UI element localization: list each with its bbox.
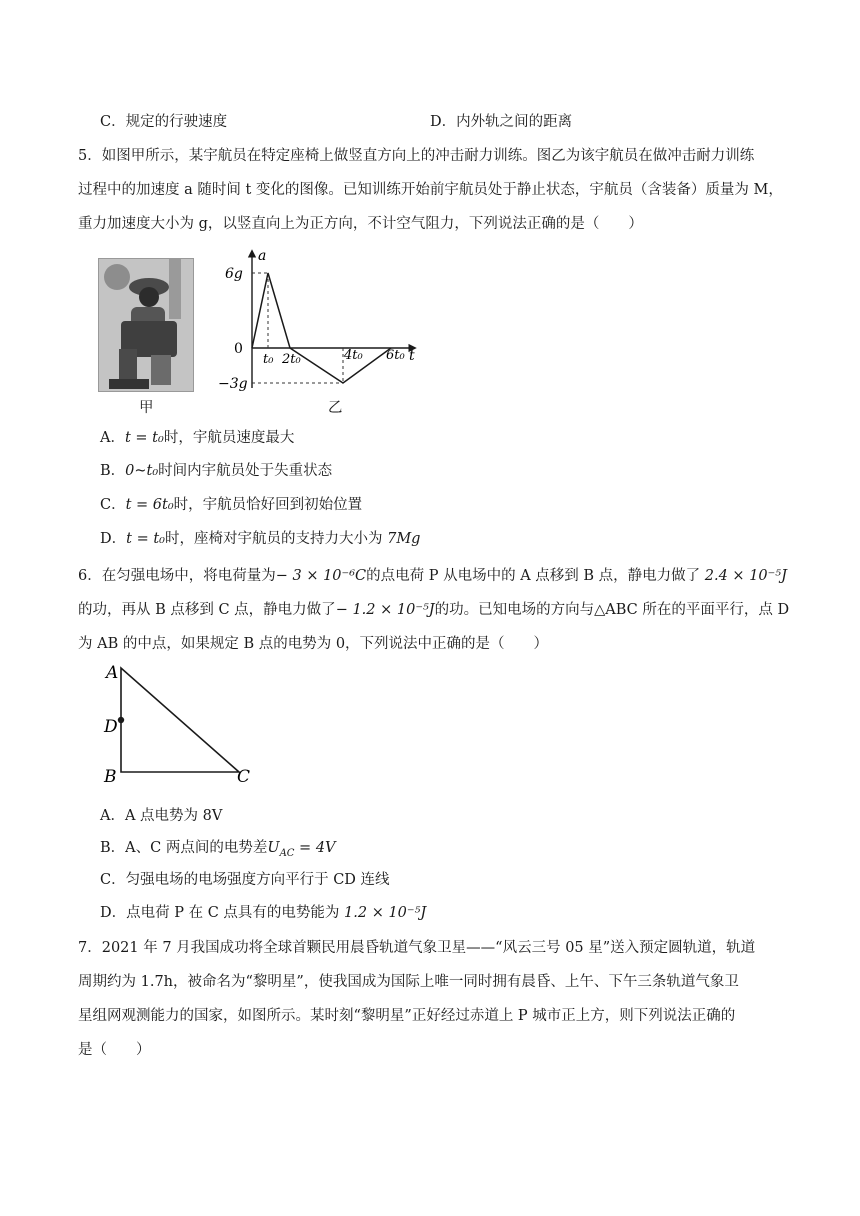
q6-option-b-value: = 4V bbox=[294, 840, 336, 856]
acceleration-time-graph bbox=[214, 246, 424, 396]
q5-stem-line3: 重力加速度大小为 g，以竖直向上为正方向，不计空气阻力，下列说法正确的是（ ） bbox=[78, 216, 643, 232]
q6-line1-mid: 的点电荷 P 从电场中的 A 点移到 B 点，静电力做了 bbox=[366, 568, 705, 584]
vertex-a-label: A bbox=[106, 663, 119, 683]
q5-option-a-text: 时，宇航员速度最大 bbox=[163, 430, 295, 446]
triangle-abc bbox=[121, 668, 239, 772]
q5-stem-line2: 过程中的加速度 a 随时间 t 变化的图像。已知训练开始前宇航员处于静止状态，宇航员（含装备）质量为 M， bbox=[78, 182, 783, 198]
fig-yi-label: 乙 bbox=[328, 400, 343, 416]
q6-line2-post: 的功。已知电场的方向与△ABC 所在的平面平行，点 D bbox=[434, 602, 790, 618]
origin-label: 0 bbox=[234, 341, 243, 357]
y-pos-label: 6g bbox=[225, 266, 243, 282]
y-neg-label: −3g bbox=[218, 376, 248, 392]
q5-option-b bbox=[100, 461, 332, 481]
q5-stem-line1: 5．如图甲所示，某宇航员在特定座椅上做竖直方向上的冲击耐力训练。图乙为该宇航员在做冲击耐力训练 bbox=[78, 148, 755, 164]
point-d-label: D bbox=[104, 717, 118, 737]
6t0-label: 6t₀ bbox=[386, 348, 405, 363]
q4-option-d: D．内外轨之间的距离 bbox=[430, 114, 573, 130]
q7-stem-line3: 星组网观测能力的国家，如图所示。某时刻“黎明星”正好经过赤道上 P 城市正上方，则下列说法正确的 bbox=[78, 1008, 736, 1024]
q6-option-b-sub: AC bbox=[279, 847, 295, 859]
q6-option-d bbox=[100, 903, 426, 923]
q5-option-c-text: 时，宇航员恰好回到初始位置 bbox=[173, 497, 363, 513]
q5-option-c bbox=[100, 495, 362, 515]
q6-line2-work: − 1.2 × 10⁻⁵J bbox=[335, 602, 435, 618]
q7-stem-line2: 周期约为 1.7h，被命名为“黎明星”，使我国成为国际上唯一同时拥有晨昏、上午、下午三条轨道气象卫 bbox=[78, 974, 739, 990]
q5-option-d-math: t = t₀ bbox=[126, 531, 165, 547]
q5-option-d bbox=[100, 529, 420, 549]
a-axis-label: a bbox=[258, 248, 267, 264]
q5-option-a-math: t = t₀ bbox=[124, 430, 164, 446]
q5-option-c-letter: C． bbox=[100, 497, 126, 513]
q5-option-b-math: 0~t₀ bbox=[125, 463, 159, 479]
q5-option-a bbox=[100, 428, 294, 448]
astronaut-photo-drawing bbox=[99, 259, 193, 391]
q6-option-d-text: D．点电荷 P 在 C 点具有的电势能为 bbox=[100, 905, 345, 921]
q7-stem-line1: 7．2021 年 7 月我国成功将全球首颗民用晨昏轨道气象卫星——“风云三号 05 星”送入预定圆轨道，轨道 bbox=[78, 940, 756, 956]
q7-stem-line4: 是（ ） bbox=[78, 1042, 151, 1058]
2t0-label: 2t₀ bbox=[282, 352, 301, 367]
q6-stem-line3: 为 AB 的中点，如果规定 B 点的电势为 0，下列说法中正确的是（ ） bbox=[78, 636, 549, 652]
q5-option-d-math2: 7Mg bbox=[387, 531, 421, 547]
q6-option-b-text: B．A、C 两点间的电势差 bbox=[100, 840, 268, 856]
q6-option-b-u: U bbox=[267, 840, 280, 856]
q6-line1-text: 6．在匀强电场中，将电荷量为 bbox=[78, 568, 276, 584]
q6-option-d-energy: 1.2 × 10⁻⁵J bbox=[344, 905, 427, 921]
point-d-dot bbox=[118, 717, 124, 723]
q4-option-c: C．规定的行驶速度 bbox=[100, 114, 228, 130]
vertex-c-label: C bbox=[237, 767, 251, 784]
q6-option-a: A．A 点电势为 8V bbox=[100, 808, 223, 824]
q6-line1-work: 2.4 × 10⁻⁵J bbox=[704, 568, 787, 584]
q5-option-d-letter: D． bbox=[100, 531, 127, 547]
q5-option-c-math: t = 6t₀ bbox=[125, 497, 174, 513]
fig-jia-label: 甲 bbox=[139, 400, 154, 416]
q6-line2-text: 的功，再从 B 点移到 C 点，静电力做了 bbox=[78, 602, 336, 618]
q5-option-b-text: 时间内宇航员处于失重状态 bbox=[158, 463, 333, 479]
q6-stem-line1 bbox=[78, 566, 787, 586]
t0-label: t₀ bbox=[263, 352, 274, 367]
q6-line1-charge: − 3 × 10⁻⁶C bbox=[275, 568, 367, 584]
4t0-label: 4t₀ bbox=[344, 348, 363, 363]
astronaut-photo bbox=[98, 258, 194, 392]
q5-option-a-letter: A． bbox=[100, 430, 125, 446]
vertex-b-label: B bbox=[104, 767, 117, 784]
t-axis-label: t bbox=[409, 348, 415, 364]
q6-option-c: C．匀强电场的电场强度方向平行于 CD 连线 bbox=[100, 872, 390, 888]
q5-option-b-letter: B． bbox=[100, 463, 126, 479]
q6-option-b bbox=[100, 838, 336, 864]
q6-stem-line2 bbox=[78, 600, 789, 620]
q5-option-d-text: 时，座椅对宇航员的支持力大小为 bbox=[164, 531, 388, 547]
triangle-abc-figure bbox=[96, 658, 266, 784]
